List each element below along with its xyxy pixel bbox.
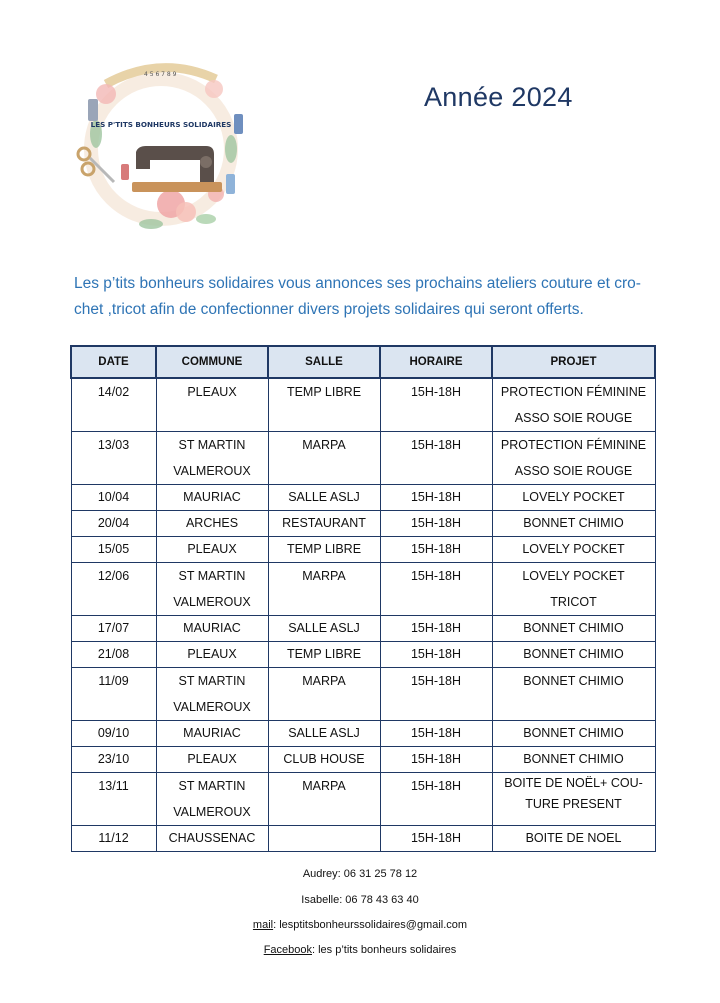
cell-commune bbox=[156, 378, 268, 432]
cell-salle bbox=[268, 563, 380, 616]
cell-date-text: 17/07 bbox=[97, 621, 130, 635]
cell-horaire-text: 15H-18H bbox=[410, 385, 462, 399]
cell-projet-text: BONNET CHIMIO bbox=[523, 516, 624, 530]
cell-horaire-text: 15H-18H bbox=[410, 831, 462, 845]
cell-projet-text: LOVELY POCKET bbox=[522, 542, 625, 556]
cell-commune bbox=[156, 642, 268, 668]
cell-salle-text: MARPA bbox=[302, 674, 346, 688]
cell-projet-text: LOVELY POCKET bbox=[522, 490, 625, 504]
table-row bbox=[71, 616, 655, 642]
cell-commune-text: VALMEROUX bbox=[173, 805, 251, 819]
cell-projet bbox=[492, 668, 655, 721]
cell-date-text: 15/05 bbox=[97, 542, 130, 556]
cell-salle-text: CLUB HOUSE bbox=[283, 752, 365, 766]
cell-horaire bbox=[380, 378, 492, 432]
cell-horaire bbox=[380, 616, 492, 642]
cell-horaire bbox=[380, 485, 492, 511]
intro-text bbox=[74, 271, 654, 323]
table-row bbox=[71, 668, 655, 721]
mail-label: mail bbox=[252, 919, 274, 931]
cell-projet bbox=[492, 537, 655, 563]
cell-projet bbox=[492, 432, 655, 485]
cell-commune bbox=[156, 826, 268, 852]
cell-projet bbox=[492, 511, 655, 537]
cell-salle bbox=[268, 826, 380, 852]
cell-horaire-text: 15H-18H bbox=[410, 621, 462, 635]
cell-salle-text: TEMP LIBRE bbox=[286, 542, 362, 556]
cell-projet-text: ASSO SOIE ROUGE bbox=[514, 411, 633, 425]
contact-isabelle: Isabelle: 06 78 43 63 40 bbox=[301, 894, 419, 906]
cell-projet bbox=[492, 485, 655, 511]
cell-commune-text: PLEAUX bbox=[187, 752, 237, 766]
cell-commune-text: ST MARTIN bbox=[178, 569, 246, 583]
header-date: DATE bbox=[71, 346, 156, 378]
cell-commune-text: CHAUSSENAC bbox=[168, 831, 256, 845]
cell-date-text: 20/04 bbox=[97, 516, 130, 530]
cell-salle bbox=[268, 668, 380, 721]
cell-projet bbox=[492, 616, 655, 642]
cell-date-text: 11/09 bbox=[98, 674, 129, 688]
cell-commune bbox=[156, 511, 268, 537]
cell-commune-text: MAURIAC bbox=[183, 490, 241, 504]
cell-date-text: 13/11 bbox=[98, 779, 129, 793]
cell-projet bbox=[492, 747, 655, 773]
cell-date bbox=[71, 485, 156, 511]
cell-date bbox=[71, 668, 156, 721]
cell-projet bbox=[492, 378, 655, 432]
table-row bbox=[71, 432, 655, 485]
cell-projet-text: TURE PRESENT bbox=[525, 797, 622, 811]
cell-salle bbox=[268, 432, 380, 485]
cell-date bbox=[71, 826, 156, 852]
cell-salle bbox=[268, 721, 380, 747]
cell-horaire-text: 15H-18H bbox=[410, 779, 462, 793]
header-horaire: HORAIRE bbox=[380, 346, 492, 378]
cell-horaire-text: 15H-18H bbox=[410, 647, 462, 661]
cell-salle-text: TEMP LIBRE bbox=[286, 647, 362, 661]
cell-projet bbox=[492, 642, 655, 668]
cell-projet-text: ASSO SOIE ROUGE bbox=[514, 464, 633, 478]
cell-commune-text: ARCHES bbox=[185, 516, 239, 530]
table-row bbox=[71, 537, 655, 563]
cell-projet-text: BONNET CHIMIO bbox=[523, 621, 624, 635]
contact-mail bbox=[0, 919, 720, 931]
cell-date bbox=[71, 537, 156, 563]
cell-salle bbox=[268, 773, 380, 826]
table-row bbox=[71, 721, 655, 747]
cell-projet-text: BONNET CHIMIO bbox=[523, 726, 624, 740]
cell-projet-text: PROTECTION FÉMININE bbox=[500, 385, 647, 399]
cell-date-text: 09/10 bbox=[97, 726, 130, 740]
cell-horaire bbox=[380, 537, 492, 563]
contact-audrey: Audrey: 06 31 25 78 12 bbox=[302, 868, 418, 880]
cell-salle-text: MARPA bbox=[302, 438, 346, 452]
cell-projet bbox=[492, 721, 655, 747]
year-title: Année 2024 bbox=[424, 82, 573, 112]
cell-date-text: 11/12 bbox=[98, 831, 129, 845]
cell-projet-text: LOVELY POCKET bbox=[522, 569, 625, 583]
cell-horaire bbox=[380, 432, 492, 485]
cell-horaire-text: 15H-18H bbox=[410, 542, 462, 556]
cell-date bbox=[71, 378, 156, 432]
cell-horaire bbox=[380, 563, 492, 616]
cell-date bbox=[71, 563, 156, 616]
cell-projet-text: BONNET CHIMIO bbox=[523, 674, 624, 688]
cell-horaire-text: 15H-18H bbox=[410, 569, 462, 583]
cell-salle-text: RESTAURANT bbox=[282, 516, 366, 530]
cell-horaire-text: 15H-18H bbox=[410, 516, 462, 530]
cell-horaire bbox=[380, 511, 492, 537]
table-row bbox=[71, 773, 655, 826]
cell-commune bbox=[156, 747, 268, 773]
cell-salle bbox=[268, 537, 380, 563]
logo bbox=[66, 54, 256, 244]
intro-line-2: chet ,tricot afin de confectionner divers projets solidaires qui seront offerts. bbox=[74, 301, 584, 318]
cell-projet-text: BOITE DE NOËL+ COU- bbox=[504, 776, 643, 790]
cell-horaire bbox=[380, 826, 492, 852]
cell-salle-text: SALLE ASLJ bbox=[288, 726, 360, 740]
table-header-row bbox=[71, 346, 655, 378]
cell-projet-text: BONNET CHIMIO bbox=[523, 647, 624, 661]
cell-horaire bbox=[380, 642, 492, 668]
logo-text: LES P'TITS BONHEURS SOLIDAIRES bbox=[90, 120, 232, 129]
cell-date bbox=[71, 642, 156, 668]
cell-date-text: 12/06 bbox=[97, 569, 130, 583]
cell-date-text: 14/02 bbox=[97, 385, 130, 399]
cell-commune-text: PLEAUX bbox=[187, 647, 237, 661]
cell-date-text: 23/10 bbox=[97, 752, 130, 766]
cell-horaire-text: 15H-18H bbox=[410, 674, 462, 688]
cell-salle bbox=[268, 642, 380, 668]
facebook-value[interactable]: : les p’tits bonheurs solidaires bbox=[312, 944, 457, 956]
cell-horaire bbox=[380, 721, 492, 747]
cell-commune bbox=[156, 616, 268, 642]
table-row bbox=[71, 563, 655, 616]
cell-salle bbox=[268, 485, 380, 511]
contact-facebook bbox=[0, 944, 720, 956]
cell-date bbox=[71, 511, 156, 537]
cell-date bbox=[71, 616, 156, 642]
cell-date bbox=[71, 747, 156, 773]
cell-projet-text: TRICOT bbox=[550, 595, 597, 609]
cell-horaire-text: 15H-18H bbox=[410, 752, 462, 766]
cell-projet-text: PROTECTION FÉMININE bbox=[500, 438, 647, 452]
table-row bbox=[71, 485, 655, 511]
cell-salle bbox=[268, 747, 380, 773]
cell-horaire bbox=[380, 773, 492, 826]
cell-commune bbox=[156, 537, 268, 563]
table-row bbox=[71, 511, 655, 537]
cell-date bbox=[71, 432, 156, 485]
cell-horaire bbox=[380, 747, 492, 773]
table-row bbox=[71, 378, 655, 432]
cell-commune-text: VALMEROUX bbox=[173, 464, 251, 478]
table-row bbox=[71, 826, 655, 852]
cell-horaire-text: 15H-18H bbox=[410, 438, 462, 452]
facebook-label: Facebook bbox=[263, 944, 312, 956]
cell-projet-text: BONNET CHIMIO bbox=[523, 752, 624, 766]
cell-salle-text: MARPA bbox=[302, 779, 346, 793]
cell-salle-text: SALLE ASLJ bbox=[288, 490, 360, 504]
cell-date-text: 10/04 bbox=[97, 490, 130, 504]
header-commune: COMMUNE bbox=[156, 346, 268, 378]
table-row bbox=[71, 642, 655, 668]
cell-commune-text: VALMEROUX bbox=[173, 595, 251, 609]
cell-projet bbox=[492, 563, 655, 616]
cell-commune-text: PLEAUX bbox=[187, 542, 237, 556]
cell-date-text: 21/08 bbox=[97, 647, 130, 661]
cell-commune-text: ST MARTIN bbox=[178, 779, 246, 793]
cell-date bbox=[71, 721, 156, 747]
cell-date-text: 13/03 bbox=[97, 438, 130, 452]
cell-salle-text bbox=[269, 826, 380, 851]
cell-salle-text: TEMP LIBRE bbox=[286, 385, 362, 399]
cell-salle-text: MARPA bbox=[302, 569, 346, 583]
cell-horaire-text: 15H-18H bbox=[410, 490, 462, 504]
cell-projet bbox=[492, 773, 655, 826]
intro-line-1: Les p’tits bonheurs solidaires vous annonces ses prochains ateliers couture et cro- bbox=[74, 275, 641, 292]
cell-salle bbox=[268, 511, 380, 537]
sewing-wreath-icon bbox=[66, 54, 256, 244]
cell-commune bbox=[156, 563, 268, 616]
cell-commune-text: PLEAUX bbox=[187, 385, 237, 399]
cell-commune bbox=[156, 773, 268, 826]
cell-commune-text: MAURIAC bbox=[183, 726, 241, 740]
cell-commune bbox=[156, 485, 268, 511]
cell-date bbox=[71, 773, 156, 826]
table-row bbox=[71, 747, 655, 773]
header-projet: PROJET bbox=[492, 346, 655, 378]
logo-ruler: 4 5 6 7 8 9 bbox=[144, 71, 177, 78]
cell-commune-text: VALMEROUX bbox=[173, 700, 251, 714]
cell-salle bbox=[268, 616, 380, 642]
cell-commune-text: ST MARTIN bbox=[178, 438, 246, 452]
cell-salle bbox=[268, 378, 380, 432]
cell-commune bbox=[156, 432, 268, 485]
cell-commune-text: MAURIAC bbox=[183, 621, 241, 635]
cell-commune-text: ST MARTIN bbox=[178, 674, 246, 688]
cell-horaire-text: 15H-18H bbox=[410, 726, 462, 740]
cell-projet-text: BOITE DE NOEL bbox=[525, 831, 622, 845]
cell-salle-text: SALLE ASLJ bbox=[288, 621, 360, 635]
cell-horaire bbox=[380, 668, 492, 721]
mail-value[interactable]: : lesptitsbonheurssolidaires@gmail.com bbox=[273, 919, 468, 931]
schedule-table bbox=[70, 345, 656, 852]
cell-commune bbox=[156, 668, 268, 721]
cell-projet bbox=[492, 826, 655, 852]
cell-commune bbox=[156, 721, 268, 747]
schedule-body bbox=[71, 378, 655, 852]
header-salle: SALLE bbox=[268, 346, 380, 378]
